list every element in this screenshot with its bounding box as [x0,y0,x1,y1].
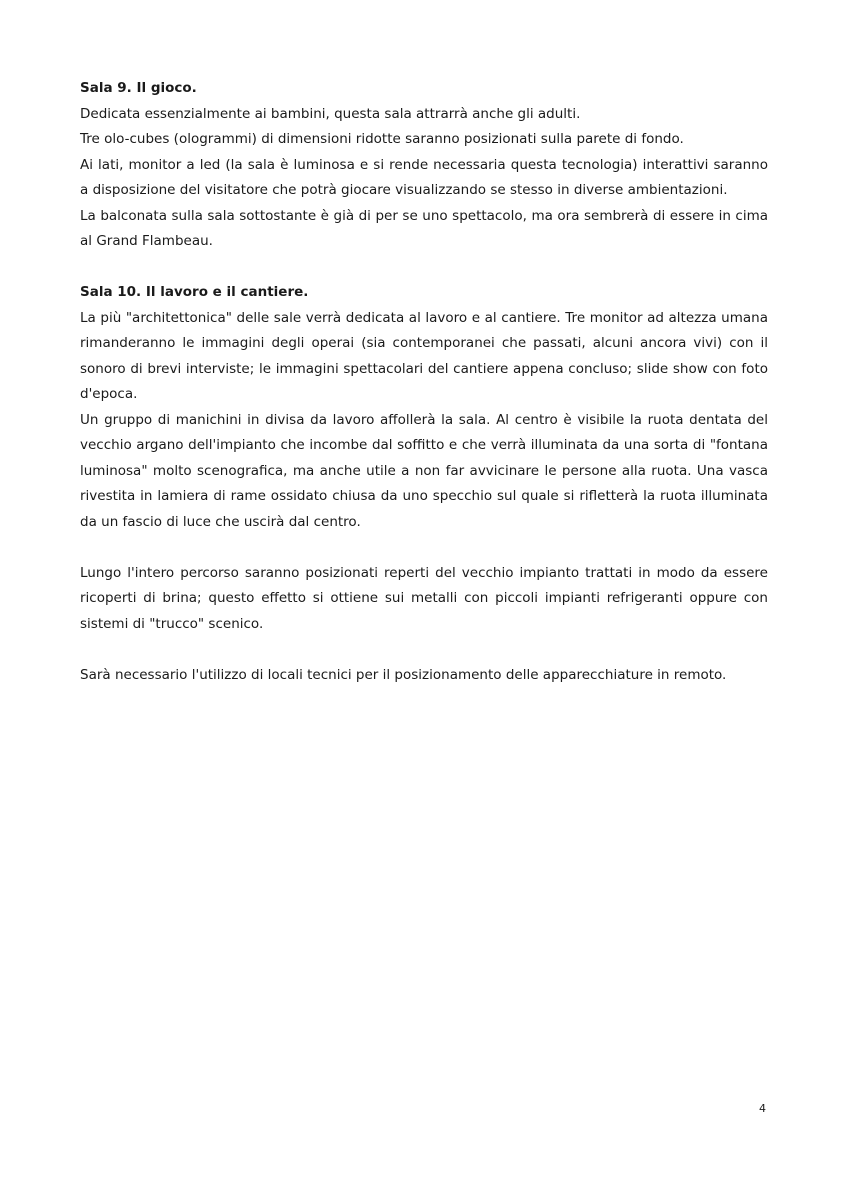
spacer [80,255,768,281]
section-10-title: Sala 10. Il lavoro e il cantiere. [80,284,309,300]
section-10-paragraph-2: Un gruppo di manichini in divisa da lavoro affollerà la sala. Al centro è visibile la ruota dentata del vecchio argano dell'impianto che incombe dal soffitto e che verrà illuminata da una sorta di "fontana luminosa" molto scenografica, ma anche utile a non far avvicinare le persone alla ruota. Una vasca rivestita in lamiera di rame ossidato chiusa da uno specchio sul quale si rifletterà la ruota illuminata da un fascio di luce che uscirà dal centro. [80,411,768,530]
document-page [80,76,768,688]
closing-paragraph-2: Sarà necessario l'utilizzo di locali tecnici per il posizionamento delle apparecchiature in remoto. [80,666,727,683]
section-9-paragraph-1: Dedicata essenzialmente ai bambini, questa sala attrarrà anche gli adulti. [80,105,581,122]
section-9-title: Sala 9. Il gioco. [80,80,197,96]
closing-paragraph-1: Lungo l'intero percorso saranno posizionati reperti del vecchio impianto trattati in modo da essere ricoperti di brina; questo effetto si ottiene sui metalli con piccoli impianti refrigeranti oppure con sistemi di "trucco" scenico. [80,564,768,632]
section-10-paragraph-1: La più "architettonica" delle sale verrà dedicata al lavoro e al cantiere. Tre monitor ad altezza umana rimanderanno le immagini degli operai (sia contemporanei che passati, alcuni ancora vivi) con il sonoro di brevi interviste; le immagini spettacolari del cantiere appena concluso; slide show con foto d'epoca. [80,309,768,402]
section-9-paragraph-2: Tre olo-cubes (ologrammi) di dimensioni ridotte saranno posizionati sulla parete di fondo. [80,131,684,147]
section-9-paragraph-4: La balconata sulla sala sottostante è già di per se uno spettacolo, ma ora sembrerà di essere in cima al Grand Flambeau. [80,207,768,249]
page-number: 4 [759,1102,766,1115]
spacer [80,535,768,561]
spacer [80,637,768,663]
section-9-paragraph-3: Ai lati, monitor a led (la sala è luminosa e si rende necessaria questa tecnologia) interattivi saranno a disposizione del visitatore che potrà giocare visualizzando se stesso in diverse ambientazioni. [80,156,768,198]
